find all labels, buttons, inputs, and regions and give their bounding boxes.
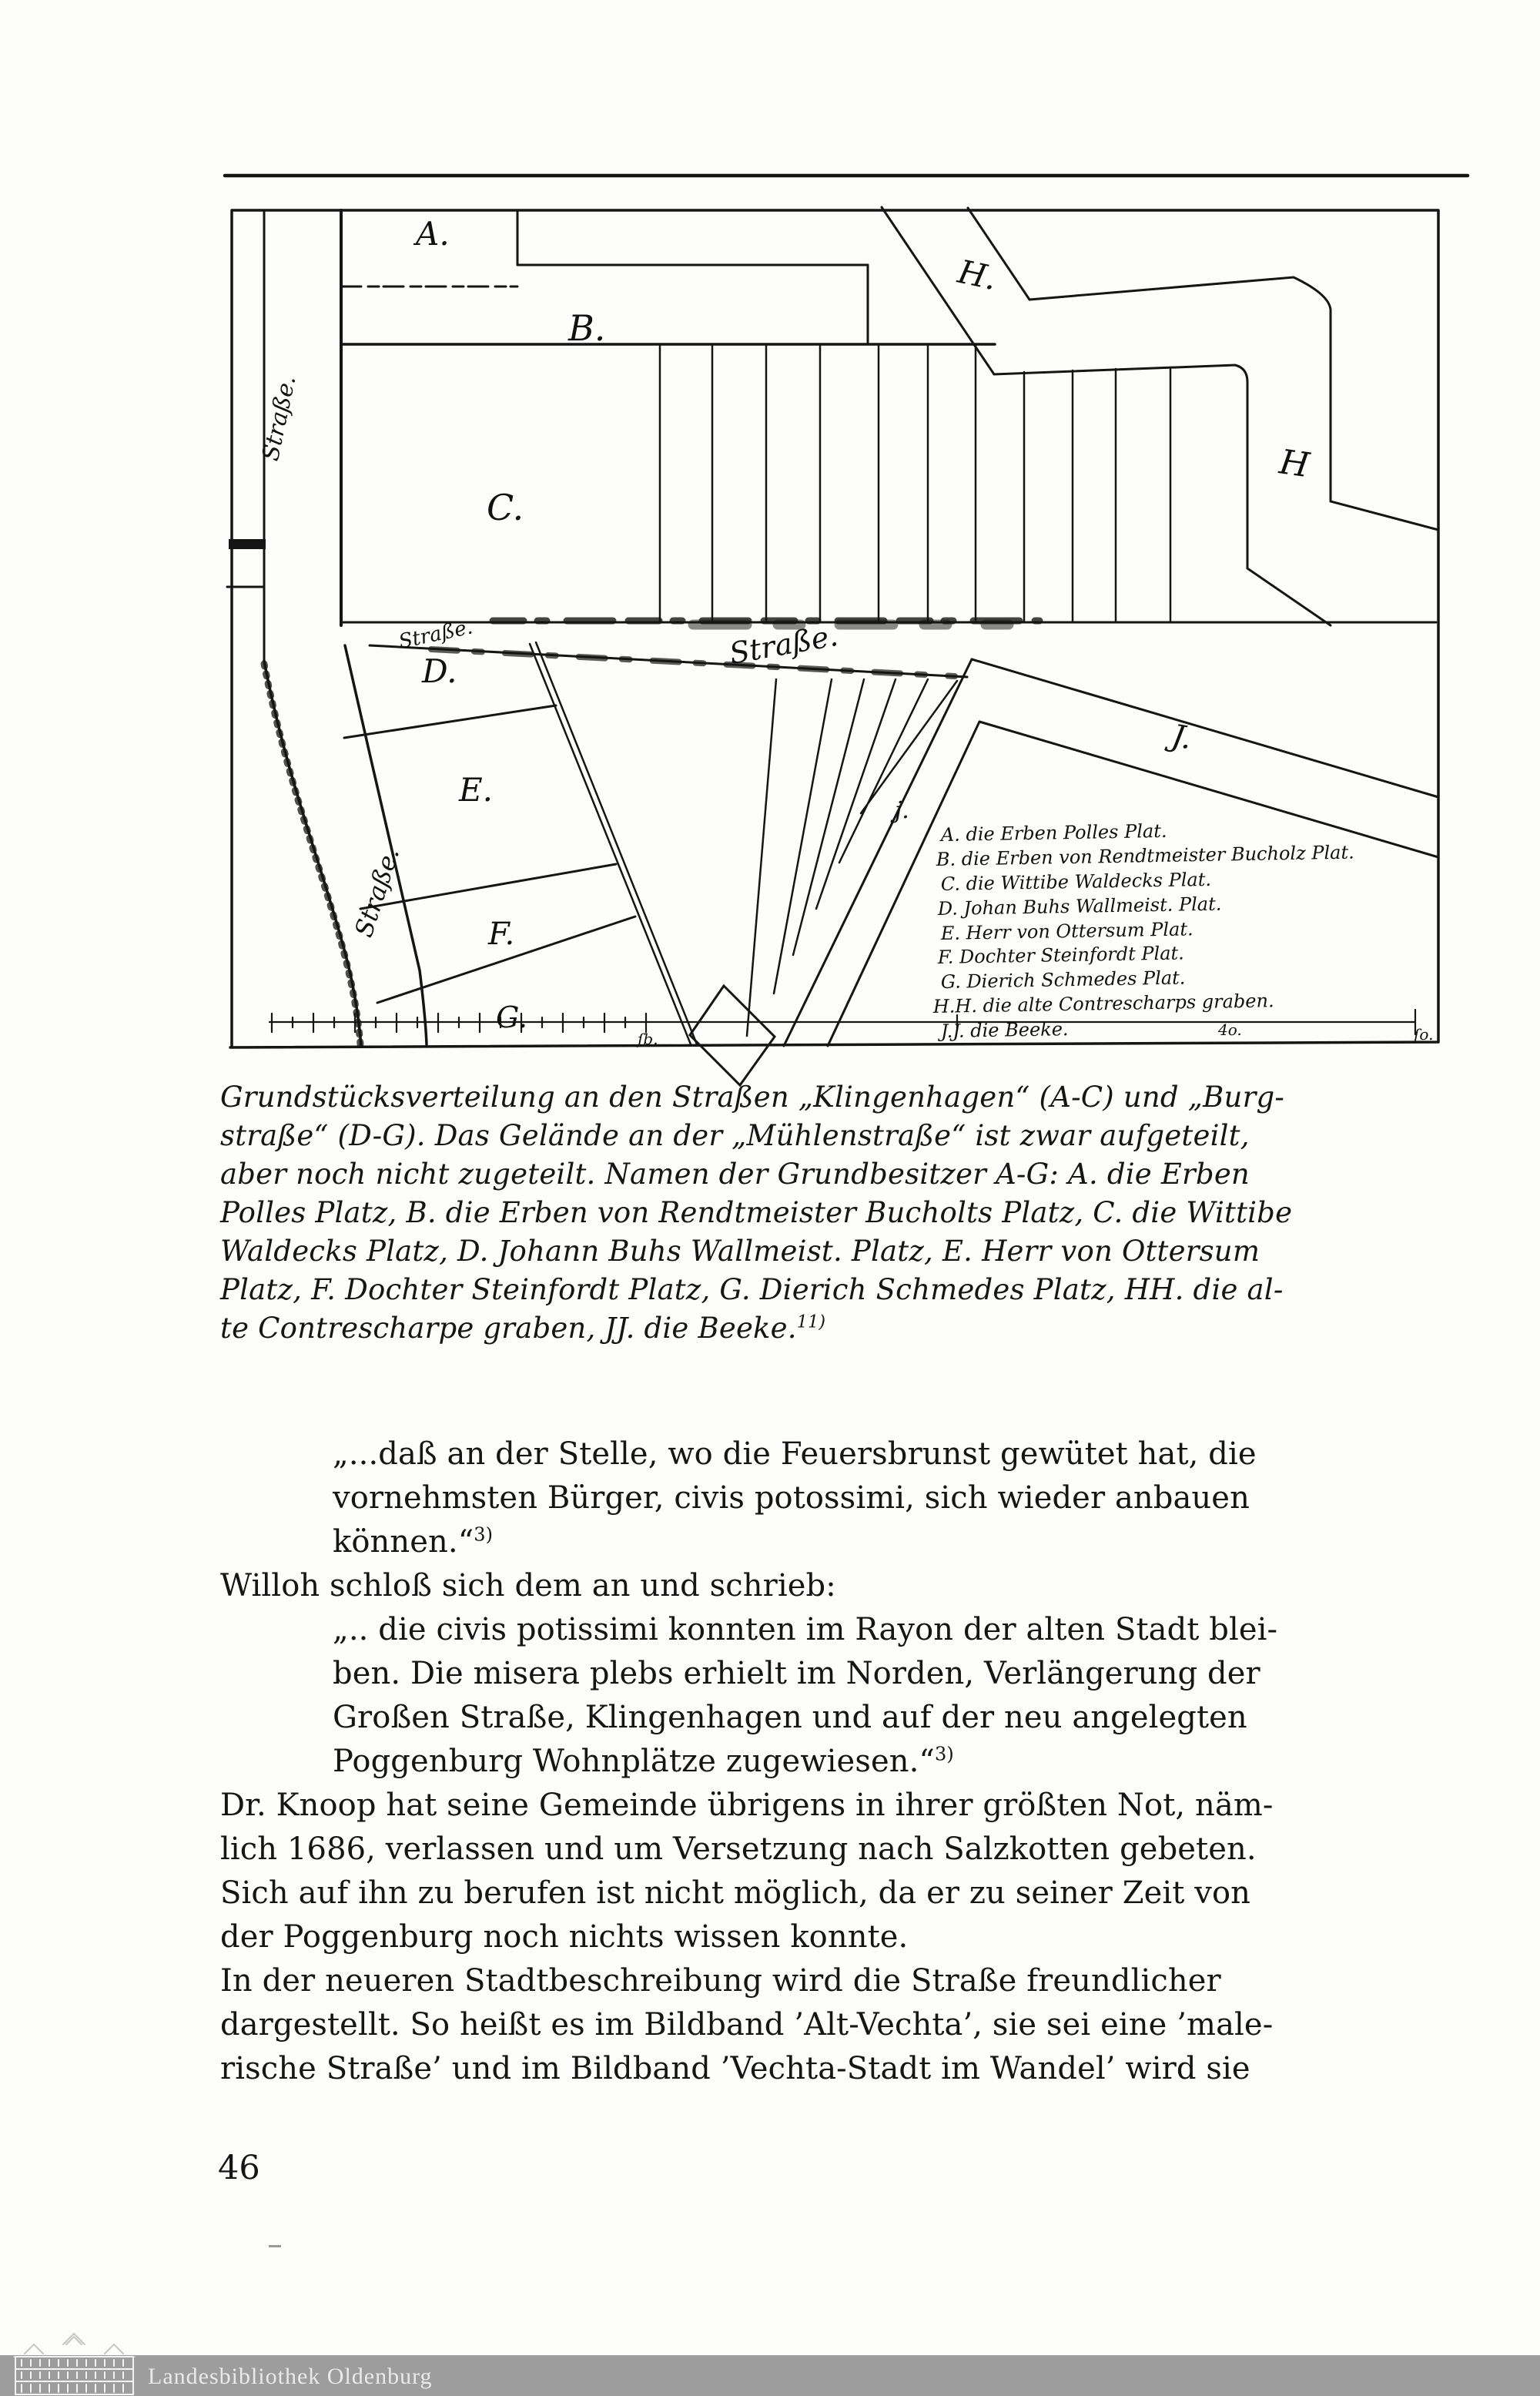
body-line: In der neueren Stadtbeschreibung wird die Straße freundlicher [220, 1963, 1221, 1999]
map-label-f: F. [488, 917, 515, 952]
map-label-h-band: H. [954, 252, 1001, 298]
body-line: ben. Die misera plebs erhielt im Norden, Verlängerung der [333, 1656, 1260, 1691]
caption-line: Grundstücksverteilung an den Straßen „Klingenhagen“ (A-C) und „Burg- [220, 1081, 1285, 1114]
body-line: vornehmsten Bürger, civis potossimi, sich wieder anbauen [333, 1480, 1250, 1516]
lower-plot-lines [344, 642, 957, 1085]
map-label-j-large: J. [1169, 718, 1195, 757]
street-horizontal [341, 621, 1436, 677]
legend-line: B. die Erben von Rendtmeister Bucholz Plat. [936, 841, 1354, 870]
scale-mark: ſo. [1414, 1025, 1434, 1044]
legend-line: A. die Erben Polles Plat. [940, 819, 1167, 846]
street-label-left-top: Straße. [256, 373, 302, 464]
caption-line: Polles Platz, B. die Erben von Rendtmeister Bucholts Platz, C. die Wittibe [220, 1196, 1293, 1229]
map-label-a: A. [416, 215, 450, 253]
legend-line: C. die Wittibe Waldecks Plat. [940, 868, 1212, 895]
body-line: lich 1686, verlassen und um Versetzung nach Salzkotten gebeten. [220, 1831, 1257, 1867]
map-label-j-small: j. [895, 797, 909, 824]
map-label-b: B. [568, 307, 606, 349]
library-building-icon [11, 2331, 138, 2396]
historical-plot-map [0, 0, 1540, 1124]
map-label-g: G. [496, 1000, 528, 1034]
body-line: Poggenburg Wohnplätze zugewiesen.“$^{3)}$ [333, 1743, 954, 1779]
page-number: 46 [218, 2149, 260, 2187]
body-line: Willoh schloß sich dem an und schrieb: [220, 1568, 836, 1603]
legend-line: J.J. die Beeke. [940, 1018, 1069, 1042]
body-line: „.. die civis potissimi konnten im Rayon der alten Stadt blei- [333, 1612, 1278, 1647]
body-text [220, 1433, 1489, 2091]
body-line: können.“$^{3)}$ [333, 1523, 494, 1560]
parcel-strip-lines [660, 346, 1170, 622]
map-label-d: D. [422, 652, 457, 690]
body-line: Sich auf ihn zu berufen ist nicht möglich, da er zu seiner Zeit von [220, 1875, 1250, 1911]
legend-line: H.H. die alte Contrescharps graben. [932, 990, 1274, 1017]
map-label-h-right: H [1277, 442, 1312, 486]
legend-line: G. Dierich Schmedes Plat. [940, 967, 1186, 993]
caption-line: straße“ (D-G). Das Gelände an der „Mühlenstraße“ ist zwar aufgeteilt, [220, 1119, 1250, 1152]
scan-artifact-dash [269, 2245, 281, 2247]
body-line: Dr. Knoop hat seine Gemeinde übrigens in ihrer größten Not, näm- [220, 1788, 1274, 1823]
body-line: dargestellt. So heißt es im Bildband ’Alt-Vechta’, sie sei eine ’male- [220, 2007, 1274, 2042]
map-label-c: C. [487, 487, 524, 528]
library-name: Landesbibliothek Oldenburg [148, 2364, 433, 2389]
caption-line: te Contrescharpe graben, JJ. die Beeke.$^{11)}$ [220, 1312, 826, 1345]
legend-line: D. Johan Buhs Wallmeist. Plat. [937, 893, 1222, 920]
street-label-left-bottom: Straße. [348, 843, 406, 941]
figure-caption [220, 1078, 1475, 1348]
scale-mark: 4o. [1218, 1020, 1242, 1039]
body-line: rische Straße’ und im Bildband ’Vechta-Stadt im Wandel’ wird sie [220, 2051, 1250, 2086]
caption-line: Platz, F. Dochter Steinfordt Platz, G. Dierich Schmedes Platz, HH. die al- [220, 1273, 1284, 1306]
arrow-diamond [690, 986, 775, 1085]
body-line: „...daß an der Stelle, wo die Feuersbrunst gewütet hat, die [333, 1436, 1257, 1472]
scale-mark: ſb. [638, 1030, 658, 1048]
street-label-mid-large: Straße. [726, 618, 841, 671]
map-label-e: E. [459, 771, 494, 809]
street-label-mid-small: Straße. [397, 615, 475, 654]
legend-line: F. Dochter Steinfordt Plat. [937, 942, 1185, 968]
caption-line: aber noch nicht zugeteilt. Namen der Grundbesitzer A-G: A. die Erben [220, 1158, 1250, 1191]
caption-line: Waldecks Platz, D. Johann Buhs Wallmeist. Platz, E. Herr von Ottersum [220, 1235, 1260, 1268]
legend-line: E. Herr von Ottersum Plat. [940, 918, 1194, 944]
body-line: der Poggenburg noch nichts wissen konnte. [220, 1919, 909, 1955]
map-legend [932, 820, 1354, 1042]
street-left [227, 210, 427, 1046]
body-line: Großen Straße, Klingenhagen und auf der neu angelegten [333, 1700, 1247, 1735]
